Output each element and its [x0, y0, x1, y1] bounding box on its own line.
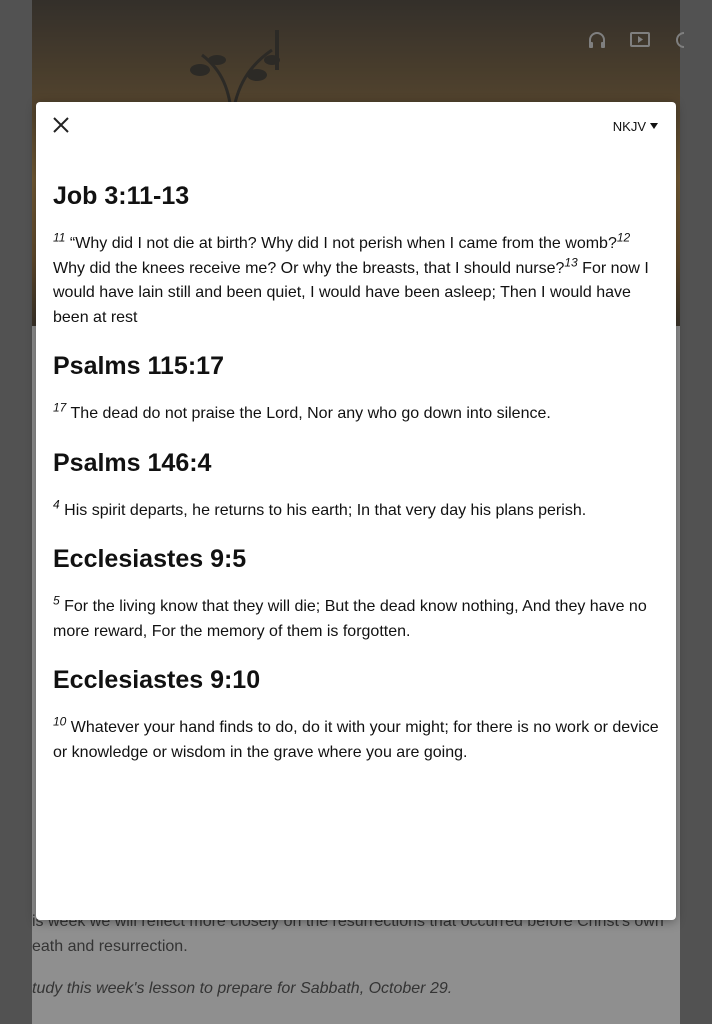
verse-text: For now I would have lain still and been quiet, I would have been asleep; Then I would have been at rest [53, 259, 649, 326]
close-icon [50, 114, 72, 136]
verse-number: 13 [564, 255, 578, 270]
passage-text [53, 716, 663, 765]
verse-number: 5 [53, 593, 60, 608]
scripture-modal [36, 102, 676, 920]
verse-number: 12 [616, 230, 631, 245]
passage-reference: Psalms 115:17 [53, 352, 224, 380]
close-button[interactable] [50, 114, 72, 136]
bible-version-dropdown[interactable] [613, 116, 658, 136]
passage-reference: Psalms 146:4 [53, 448, 212, 477]
verse-text: The dead do not praise the Lord, Nor any who go down into silence. [66, 405, 551, 422]
passage-text [53, 232, 663, 330]
verse-number: 10 [53, 714, 67, 729]
passage-reference: Ecclesiastes 9:10 [53, 666, 261, 694]
passage-text [53, 595, 663, 644]
verse-text: Whatever your hand finds to do, do it with your might; for there is no work or device or knowledge or wisdom in the grave where you are going. [53, 719, 659, 761]
verse-text: “Why did I not die at birth? Why did I not perish when I came from the womb? [69, 235, 617, 252]
passage-text [53, 402, 663, 427]
verse-text: For the living know that they will die; But the dead know nothing, And they have no more reward, For the memory of them is forgotten. [53, 598, 647, 640]
passage-text [53, 499, 663, 524]
verse-text: His spirit departs, he returns to his earth; In that very day his plans perish. [59, 501, 587, 519]
passages-content [53, 180, 663, 785]
passage-reference: Job 3:11-13 [53, 182, 190, 210]
caret-down-icon [650, 123, 658, 129]
verse-number: 11 [53, 230, 66, 245]
bible-version-label: NKJV [612, 118, 646, 134]
verse-text: Why did the knees receive me? Or why the breasts, that I should nurse? [53, 259, 565, 277]
passage-reference: Ecclesiastes 9:5 [53, 545, 247, 573]
verse-number: 17 [53, 400, 67, 415]
verse-number: 4 [53, 497, 60, 512]
